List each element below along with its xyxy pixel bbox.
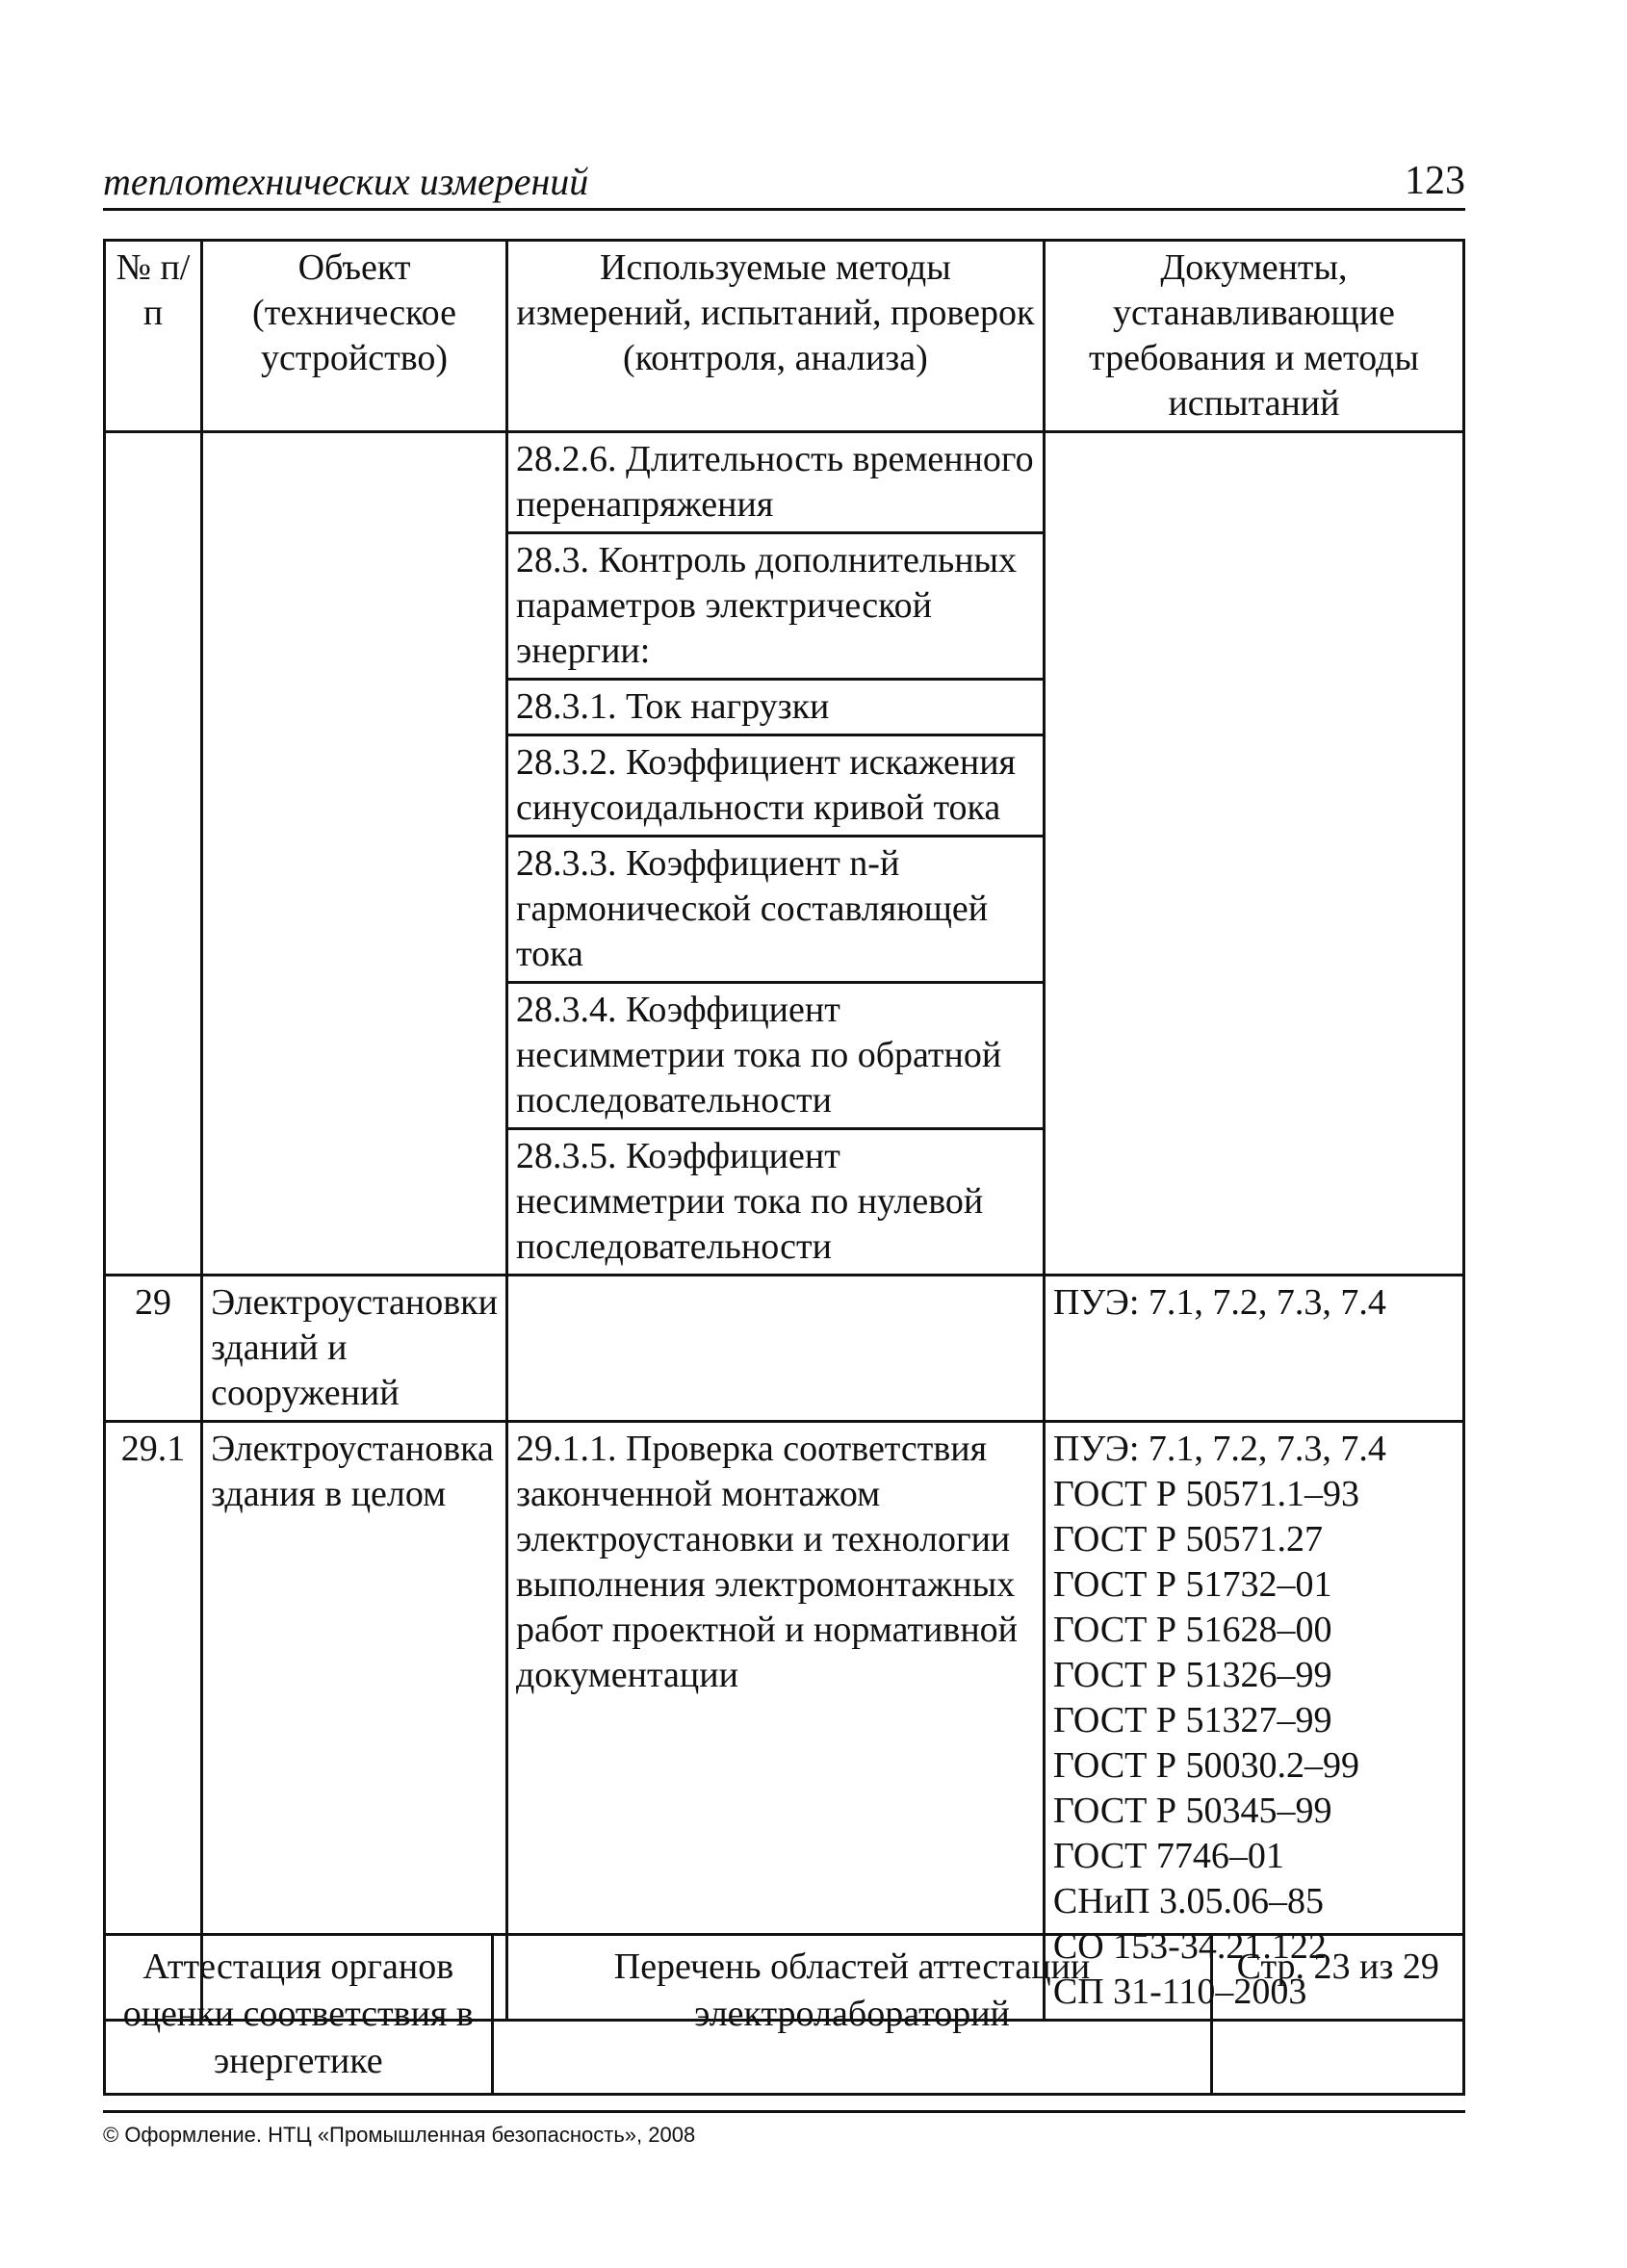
table-row xyxy=(508,983,1043,1129)
header-methods: Используемые методы измерений, испытаний, проверок (контроля, анализа) xyxy=(506,241,1044,432)
table-row xyxy=(508,1129,1043,1275)
footer-table xyxy=(103,1933,1465,2096)
method-item: 28.3.5. Коэффициент несимметрии тока по нулевой последовательности xyxy=(515,1136,984,1267)
method-item: 28.3.4. Коэффициент несимметрии тока по обратной последовательности xyxy=(508,983,1043,1129)
page-number: 123 xyxy=(1405,159,1465,203)
cell-method: 29.1.1. Проверка соответствия законченной монтажом электроустановки и технологии выполнения электромонтажных работ проектной и нормативной документации xyxy=(506,1422,1044,2021)
table-row xyxy=(508,680,1043,735)
document-item: ГОСТ Р 51326–99 xyxy=(1052,1655,1332,1695)
table-row xyxy=(508,735,1043,837)
cell-object-empty xyxy=(202,432,507,1276)
cell-num: 29 xyxy=(105,1276,202,1422)
cell-documents: ПУЭ: 7.1, 7.2, 7.3, 7.4 xyxy=(1044,1276,1463,1422)
document-item: ГОСТ Р 51732–01 xyxy=(1052,1564,1332,1605)
document-item: ГОСТ Р 51327–99 xyxy=(1052,1700,1332,1740)
document-item: ГОСТ Р 50030.2–99 xyxy=(1052,1745,1360,1786)
document-item: ПУЭ: 7.1, 7.2, 7.3, 7.4 xyxy=(1052,1429,1386,1469)
method-item: 28.3.3. Коэффициент n-й гармонической составляющей тока xyxy=(508,837,1043,983)
table-row xyxy=(508,433,1043,533)
methods-subtable xyxy=(508,433,1043,1274)
cell-documents-empty xyxy=(1044,432,1463,1276)
running-header-title: теплотехнических измерений xyxy=(103,160,589,203)
divider xyxy=(103,2110,1465,2113)
method-item: 28.3.2. Коэффициент искажения синусоидальности кривой тока xyxy=(508,735,1043,837)
document-item: ГОСТ Р 50345–99 xyxy=(1052,1791,1332,1831)
document-item: СП 31-110–2003 xyxy=(1052,1972,1307,2012)
cell-methods-empty xyxy=(506,1276,1044,1422)
header-num: № п/п xyxy=(105,241,202,432)
cell-num: 29.1 xyxy=(105,1422,202,2021)
copyright-notice: © Оформление. НТЦ «Промышленная безопасность», 2008 xyxy=(103,2123,696,2147)
document-item: ГОСТ 7746–01 xyxy=(1052,1836,1284,1876)
footer-document-title: Перечень областей аттестации электролабораторий xyxy=(492,1935,1212,2095)
cell-object: Электроустановка здания в целом xyxy=(202,1422,507,2021)
cell-documents-list xyxy=(1044,1422,1463,2021)
document-item: ГОСТ Р 51628–00 xyxy=(1052,1610,1332,1650)
table-row-continuation xyxy=(105,432,1464,1276)
table-row xyxy=(508,837,1043,983)
footer-organization: Аттестация органов оценки соответствия в энергетике xyxy=(105,1935,493,2095)
cell-num-empty xyxy=(105,432,202,1276)
cell-object: Электроустановки зданий и сооружений xyxy=(202,1276,507,1422)
running-header xyxy=(103,154,1465,211)
method-item: 28.3.1. Ток нагрузки xyxy=(508,680,1043,735)
table-header-row xyxy=(105,241,1464,432)
method-item: 28.2.6. Длительность временного перенапряжения xyxy=(508,433,1043,533)
document-item: ГОСТ Р 50571.1–93 xyxy=(1052,1474,1360,1514)
table-row xyxy=(105,1935,1464,2095)
cell-methods-list xyxy=(506,432,1044,1276)
document-item: ГОСТ Р 50571.27 xyxy=(1052,1519,1324,1559)
table-row-29 xyxy=(105,1276,1464,1422)
document-item: СО 153-34.21.122 xyxy=(1052,1926,1327,1967)
footer-page-count: Стр. 23 из 29 xyxy=(1212,1935,1464,2095)
method-item: 28.3. Контроль дополнительных параметров электрической энергии: xyxy=(508,533,1043,680)
header-documents: Документы, устанавливающие требования и методы испытаний xyxy=(1044,241,1463,432)
header-object: Объект (техническое устройство) xyxy=(202,241,507,432)
document-item: СНиП 3.05.06–85 xyxy=(1052,1881,1324,1921)
requirements-table xyxy=(103,239,1465,2022)
table-row-29-1 xyxy=(105,1422,1464,2021)
table-row xyxy=(508,533,1043,680)
